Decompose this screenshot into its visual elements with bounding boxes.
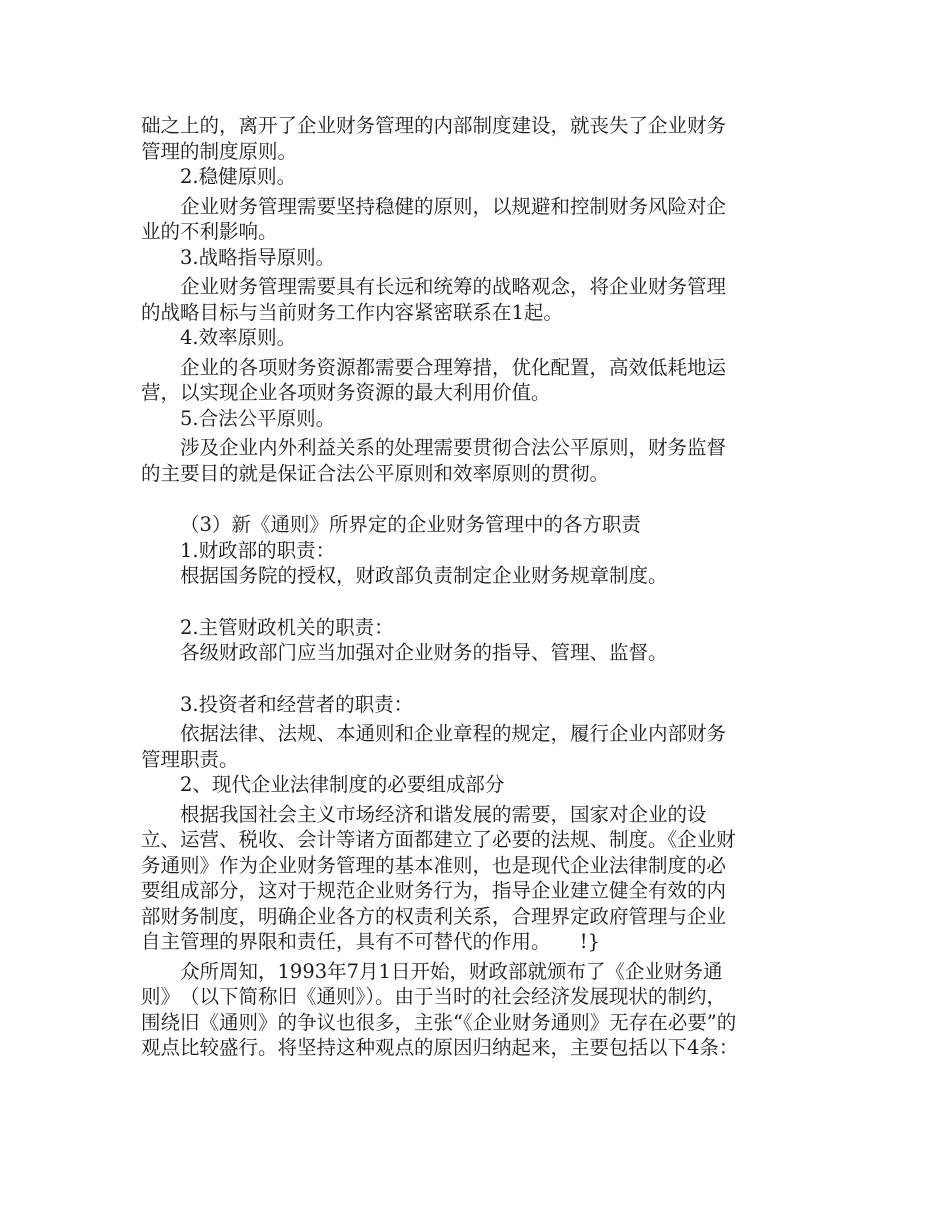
paragraph-legal-fairness: 涉及企业内外利益关系的处理需要贯彻合法公平原则，财务监督的主要目的就是保证合法公平原则和效率原则的贯彻。 xyxy=(141,436,727,485)
heading-competent-finance-organ: 2.主管财政机关的职责： xyxy=(180,615,394,639)
paragraph-competent-finance-organ: 各级财政部门应当加强对企业财务的指导、管理、监督。 xyxy=(180,641,668,664)
paragraph-strategic: 企业财务管理需要具有长远和统筹的战略观念，将企业财务管理的战略目标与当前财务工作内容紧密联系在1起。 xyxy=(141,275,727,324)
heading-strategic-principle: 3.战略指导原则。 xyxy=(180,245,336,269)
heading-efficiency-principle: 4.效率原则。 xyxy=(180,326,297,349)
paragraph-institutional-basis: 础之上的，离开了企业财务管理的内部制度建设，就丧失了企业财务管理的制度原则。 xyxy=(141,114,727,163)
paragraph-efficiency: 企业的各项财务资源都需要合理筹措，优化配置，高效低耗地运营，以实现企业各项财务资源的最大利用价值。 xyxy=(141,355,727,404)
paragraph-legal-system: 根据我国社会主义市场经济和谐发展的需要，国家对企业的设立、运营、税收、会计等诸方面都建立了必要的法规、制度。《企业财务通则》作为企业财务管理的基本准则，也是现代企业法律制度的必要组成部分，这对于规范企业财务行为，指导企业建立健全有效的内部财务制度，明确企业各方的权责利关系，合理界定政府管理与企业自主管理的界限和责任，具有不可替代的作用。 !} xyxy=(141,802,736,953)
heading-prudence-principle: 2.稳健原则。 xyxy=(180,165,297,188)
paragraph-investors-operators: 依据法律、法规、本通则和企业章程的规定，履行企业内部财务管理职责。 xyxy=(141,722,727,771)
paragraph-prudence: 企业财务管理需要坚持稳健的原则，以规避和控制财务风险对企业的不利影响。 xyxy=(141,194,727,243)
paragraph-history: 众所周知，1993年7月1日开始，财政部就颁布了《企业财务通则》 （以下简称旧《通则》）。由于当时的社会经济发展现状的制约，围绕旧《通则》的争议也很多，主张“《企业财务通则》无存在必要”的观点比较盛行。将坚持这种观点的原因归纳起来，主要包括以下4条： xyxy=(141,959,739,1059)
section-heading-legal-system: 2、现代企业法律制度的必要组成部分 xyxy=(180,773,505,796)
heading-legal-fairness-principle: 5.合法公平原则。 xyxy=(180,406,336,430)
section-heading-responsibilities: （3）新《通则》所界定的企业财务管理中的各方职责 xyxy=(180,513,641,536)
paragraph-ministry-of-finance: 根据国务院的授权，财政部负责制定企业财务规章制度。 xyxy=(180,564,668,587)
heading-investors-operators: 3.投资者和经营者的职责： xyxy=(180,692,414,716)
document-page xyxy=(141,113,741,1061)
heading-ministry-of-finance: 1.财政部的职责： xyxy=(180,538,336,562)
